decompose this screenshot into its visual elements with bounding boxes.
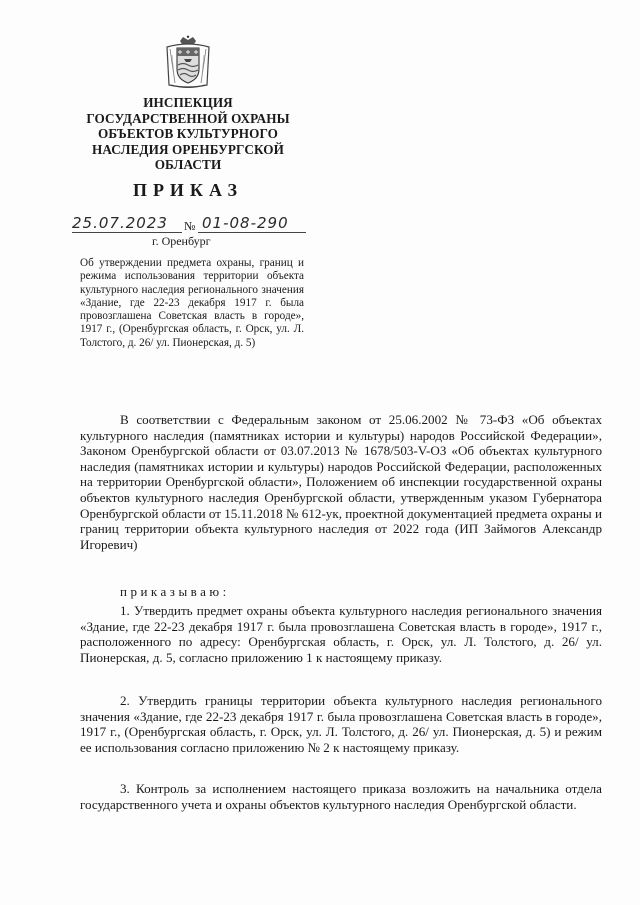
order-subject: Об утверждении предмета охраны, границ и режима использования территории объекта культурного наследия регионального значения «Здание, где 22-23 декабря 1917 г. была провозглашена Советская власть в городе», 1917 г., (Оренбургская область, г. Орск, ул. Л. Толстого, д. 26/ ул. Пионерская, д. 5)	[80, 257, 304, 349]
order-word: приказываю:	[120, 584, 230, 599]
order-item-2: 2. Утвердить границы территории объекта культурного наследия регионального значения «Здание, где 22-23 декабря 1917 г. была провозглашена Советская власть в городе», 1917 г., (Оренбургская область, г. Орск, ул. Л. Толстого, д. 26/ ул. Пионерская, д. 5) и режим ее использования согласно приложению № 2 к настоящему приказу.	[80, 693, 602, 755]
date-underline	[72, 232, 182, 233]
handwritten-number: 01-08-290	[202, 214, 289, 232]
org-line: ИНСПЕКЦИЯ	[143, 95, 233, 110]
number-underline	[198, 232, 306, 233]
org-line: ОБЛАСТИ	[154, 157, 222, 172]
order-item-1: 1. Утвердить предмет охраны объекта культурного наследия регионального значения «Здание, где 22-23 декабря 1917 г. была провозглашена Советская власть в городе», 1917 г., расположенного по адресу: Оренбургская область, г. Орск, ул. Л. Толстого, д. 26/ ул. Пионерская, д. 5, согласно приложению 1 к настоящему приказу.	[80, 603, 602, 665]
org-line: НАСЛЕДИЯ ОРЕНБУРГСКОЙ	[91, 141, 285, 157]
handwritten-date: 25.07.2023	[72, 214, 168, 232]
coat-of-arms-icon	[163, 35, 213, 90]
city-label: г. Оренбург	[152, 234, 211, 248]
document-type-title: ПРИКАЗ	[132, 180, 244, 200]
org-line: ОБЪЕКТОВ КУЛЬТУРНОГО	[97, 126, 279, 141]
org-line: ГОСУДАРСТВЕННОЙ ОХРАНЫ	[86, 110, 290, 126]
organization-name	[70, 95, 306, 173]
preamble-paragraph: В соответствии с Федеральным законом от 25.06.2002 № 73-ФЗ «Об объектах культурного наследия (памятниках истории и культуры) народов Российской Федерации», Законом Оренбургской области от 03.07.2013 № 1678/503-V-ОЗ «Об объектах культурного наследия (памятниках истории и культуры) народов Российской Федерации, расположенных на территории Оренбургской области», Положением об инспекции государственной охраны объектов культурного наследия Оренбургской области, утвержденным указом Губернатора Оренбургской области от 15.11.2018 № 612-ук, проектной документацией предмета охраны и границ территории объекта культурного наследия от 2022 года (ИП Займогов Александр Игоревич)	[80, 412, 602, 552]
order-item-3: 3. Контроль за исполнением настоящего приказа возложить на начальника отдела государственного учета и охраны объектов культурного наследия Оренбургской области.	[80, 781, 602, 812]
number-sign: №	[184, 219, 196, 233]
